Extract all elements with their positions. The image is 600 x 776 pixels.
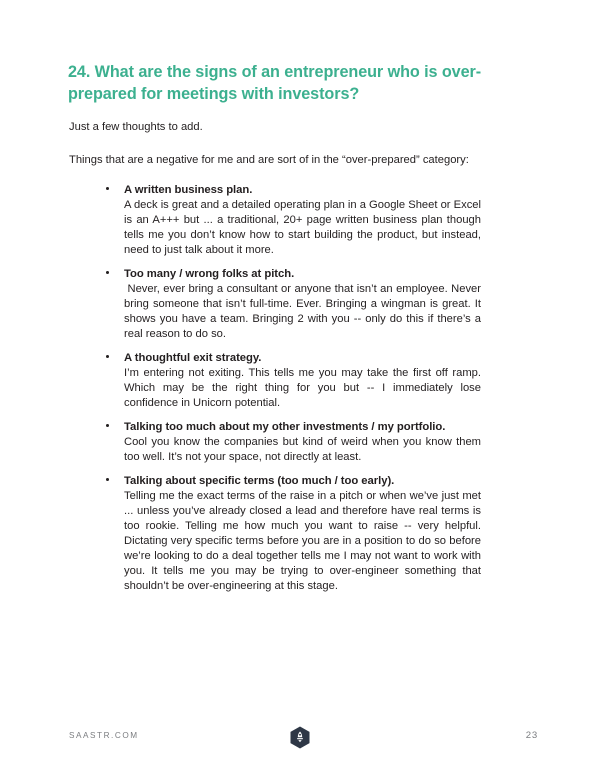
bullet-dot-icon [106, 187, 109, 190]
bullet-list [69, 183, 485, 603]
list-item [69, 267, 485, 342]
list-item-body: Telling me the exact terms of the raise in a pitch or when we’ve just met ... unless you’ve already closed a lead and therefore have real terms is too rookie. Telling me how much you want to raise -- very helpful. Dictating very specific terms before you are in a position to do so before we’re looking to do a deal together tells me I may not want to work with you. It tells me you may be trying to over-engineer something that shouldn’t be over-engineering at this stage. [124, 489, 485, 593]
list-item-title: Talking about specific terms (too much / too early). [124, 474, 395, 487]
page-title: 24. What are the signs of an entrepreneur who is over-prepared for meetings with investors? [68, 63, 482, 103]
list-item-body: Never, ever bring a consultant or anyone that isn’t an employee. Never bring someone that isn’t full-time. Ever. Bringing a wingman is great. It shows you have a team. Bringing 2 with you -- only do this if there’s a real reason to do so. [124, 283, 485, 341]
list-item-body: I’m entering not exiting. This tells me you may take the first off ramp. Which may be the right thing for you but -- I immediately lose confidence in Unicorn potential. [124, 367, 485, 410]
list-item-title: A written business plan. [124, 184, 253, 196]
list-item [69, 351, 485, 411]
bullet-dot-icon [106, 424, 109, 427]
page-number: 23 [525, 730, 538, 741]
list-item-title: Talking too much about my other investments / my portfolio. [124, 420, 446, 433]
page-footer [0, 729, 600, 751]
intro-paragraph: Things that are a negative for me and are sort of in the “over-prepared” category: [69, 154, 469, 166]
saastr-hexagon-rocket-logo-icon [290, 726, 311, 749]
intro-block [69, 120, 481, 186]
list-item-body: Cool you know the companies but kind of weird when you know them too well. It’s not your space, not directly at least. [124, 435, 485, 463]
bullet-dot-icon [106, 271, 109, 274]
list-item-body: A deck is great and a detailed operating plan in a Google Sheet or Excel is an A+++ but ... a traditional, 20+ page written business plan though tells me you don’t know how to start building the product, but instead, need to just talk about it more. [124, 199, 485, 257]
list-item [69, 420, 485, 465]
intro-paragraph: Just a few thoughts to add. [69, 121, 203, 133]
list-item [69, 183, 485, 258]
bullet-dot-icon [106, 478, 109, 481]
bullet-dot-icon [106, 355, 109, 358]
list-item-title: A thoughtful exit strategy. [124, 351, 262, 364]
footer-site-label: SAASTR.COM [69, 731, 139, 740]
list-item-title: Too many / wrong folks at pitch. [124, 267, 295, 280]
list-item [69, 474, 485, 595]
